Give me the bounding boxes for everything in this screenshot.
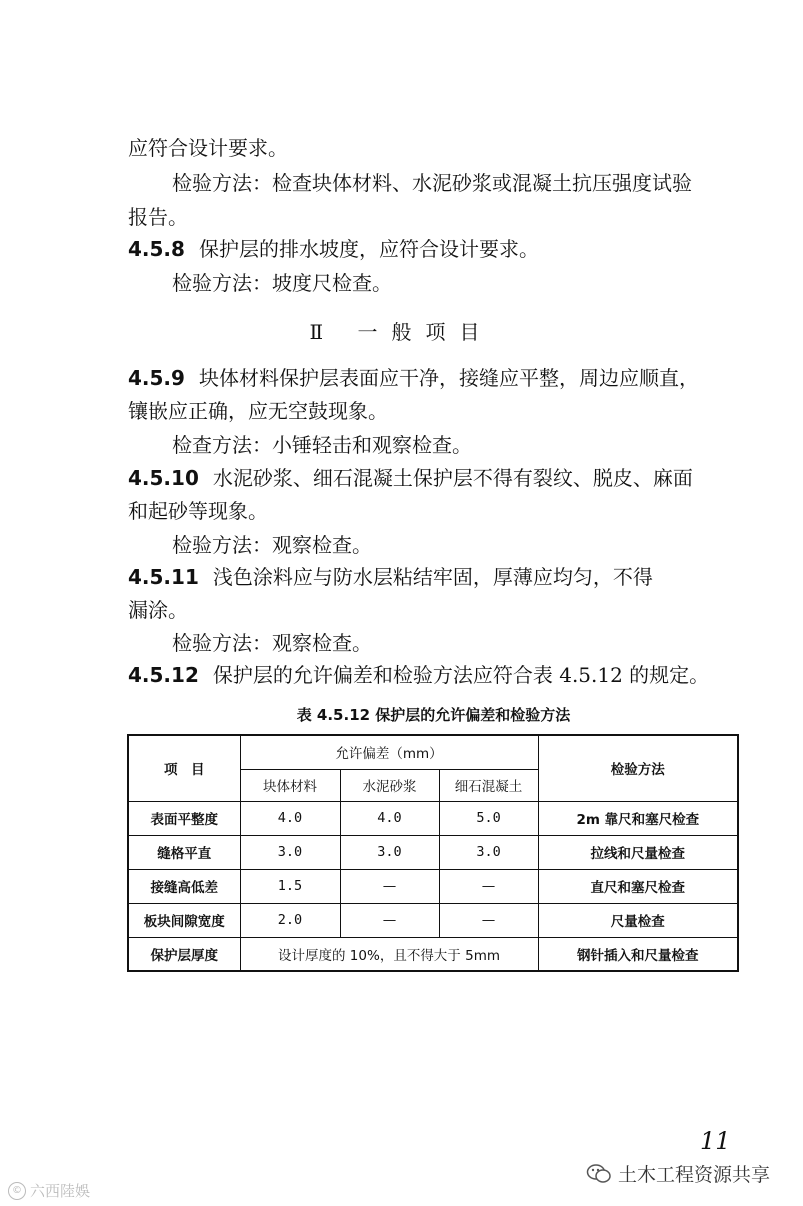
clause-4-5-9 — [128, 364, 699, 392]
copyright-icon: © — [8, 1182, 26, 1200]
table-row — [128, 903, 738, 937]
subheader-fine-concrete: 细石混凝土 — [439, 769, 538, 801]
watermark-left — [8, 1180, 90, 1201]
text-line: 检验方法：坡度尺检查。 — [172, 271, 392, 295]
header-allowable-deviation: 允许偏差（mm） — [240, 735, 538, 769]
text-line: 检验方法：观察检查。 — [172, 631, 372, 655]
table-caption: 表 4.5.12 保护层的允许偏差和检验方法 — [296, 706, 571, 724]
text-line: 检验方法：检查块体材料、水泥砂浆或混凝土抗压强度试验 — [172, 171, 692, 195]
subheader-cement-mortar: 水泥砂浆 — [340, 769, 439, 801]
row-value: 3.0 — [240, 835, 340, 869]
row-value: 3.0 — [439, 835, 538, 869]
clause-number: 4.5.11 — [128, 565, 199, 589]
text-line: 报告。 — [128, 205, 188, 229]
table-row — [128, 801, 738, 835]
clause-number: 4.5.8 — [128, 237, 185, 261]
text-line: 和起砂等现象。 — [128, 499, 268, 523]
clause-4-5-11 — [128, 563, 653, 591]
clause-text: 块体材料保护层表面应干净，接缝应平整，周边应顺直， — [198, 366, 699, 390]
clause-number: 4.5.12 — [128, 663, 199, 687]
subheader-block-material: 块体材料 — [240, 769, 340, 801]
clause-4-5-10 — [128, 464, 693, 492]
text-line: 漏涂。 — [128, 598, 188, 622]
row-value: 3.0 — [340, 835, 439, 869]
row-value: — — [439, 903, 538, 937]
row-value: 2.0 — [240, 903, 340, 937]
watermark-right-text: 土木工程资源共享 — [618, 1164, 771, 1186]
wechat-icon — [586, 1163, 612, 1185]
clause-number: 4.5.9 — [128, 366, 185, 390]
clause-text: 保护层的排水坡度，应符合设计要求。 — [198, 237, 539, 261]
clause-text: 保护层的允许偏差和检验方法应符合表 4.5.12 的规定。 — [212, 663, 710, 687]
row-method: 直尺和塞尺检查 — [538, 869, 738, 903]
section-heading: Ⅱ 一般项目 — [309, 320, 494, 344]
header-method: 检验方法 — [538, 735, 738, 801]
row-value: 1.5 — [240, 869, 340, 903]
row-value: 4.0 — [340, 801, 439, 835]
row-item: 缝格平直 — [128, 835, 240, 869]
row-item: 表面平整度 — [128, 801, 240, 835]
row-method: 钢针插入和尺量检查 — [538, 937, 738, 971]
text-line: 检验方法：观察检查。 — [172, 533, 372, 557]
clause-number: 4.5.10 — [128, 466, 199, 490]
page-number: 11 — [700, 1127, 731, 1155]
clause-text: 水泥砂浆、细石混凝土保护层不得有裂纹、脱皮、麻面 — [212, 466, 693, 490]
table-row — [128, 869, 738, 903]
row-method: 2m 靠尺和塞尺检查 — [538, 801, 738, 835]
watermark-right — [586, 1160, 770, 1187]
tolerance-table — [127, 734, 739, 972]
clause-4-5-12 — [128, 661, 709, 689]
clause-text: 浅色涂料应与防水层粘结牢固，厚薄应均匀，不得 — [212, 565, 653, 589]
row-value: 4.0 — [240, 801, 340, 835]
text-line: 应符合设计要求。 — [128, 136, 288, 160]
row-method: 尺量检查 — [538, 903, 738, 937]
row-value: — — [340, 869, 439, 903]
clause-4-5-8 — [128, 235, 539, 263]
row-value: — — [439, 869, 538, 903]
row-item: 保护层厚度 — [128, 937, 240, 971]
table-row — [128, 937, 738, 971]
row-value: 5.0 — [439, 801, 538, 835]
row-merged-value: 设计厚度的 10%，且不得大于 5mm — [240, 937, 538, 971]
row-value: — — [340, 903, 439, 937]
table-row — [128, 835, 738, 869]
row-item: 接缝高低差 — [128, 869, 240, 903]
row-item: 板块间隙宽度 — [128, 903, 240, 937]
watermark-left-text: 六西陸娛 — [30, 1182, 91, 1200]
text-line: 检查方法：小锤轻击和观察检查。 — [172, 433, 472, 457]
header-item: 项 目 — [128, 735, 240, 801]
text-line: 镶嵌应正确，应无空鼓现象。 — [128, 399, 388, 423]
row-method: 拉线和尺量检查 — [538, 835, 738, 869]
